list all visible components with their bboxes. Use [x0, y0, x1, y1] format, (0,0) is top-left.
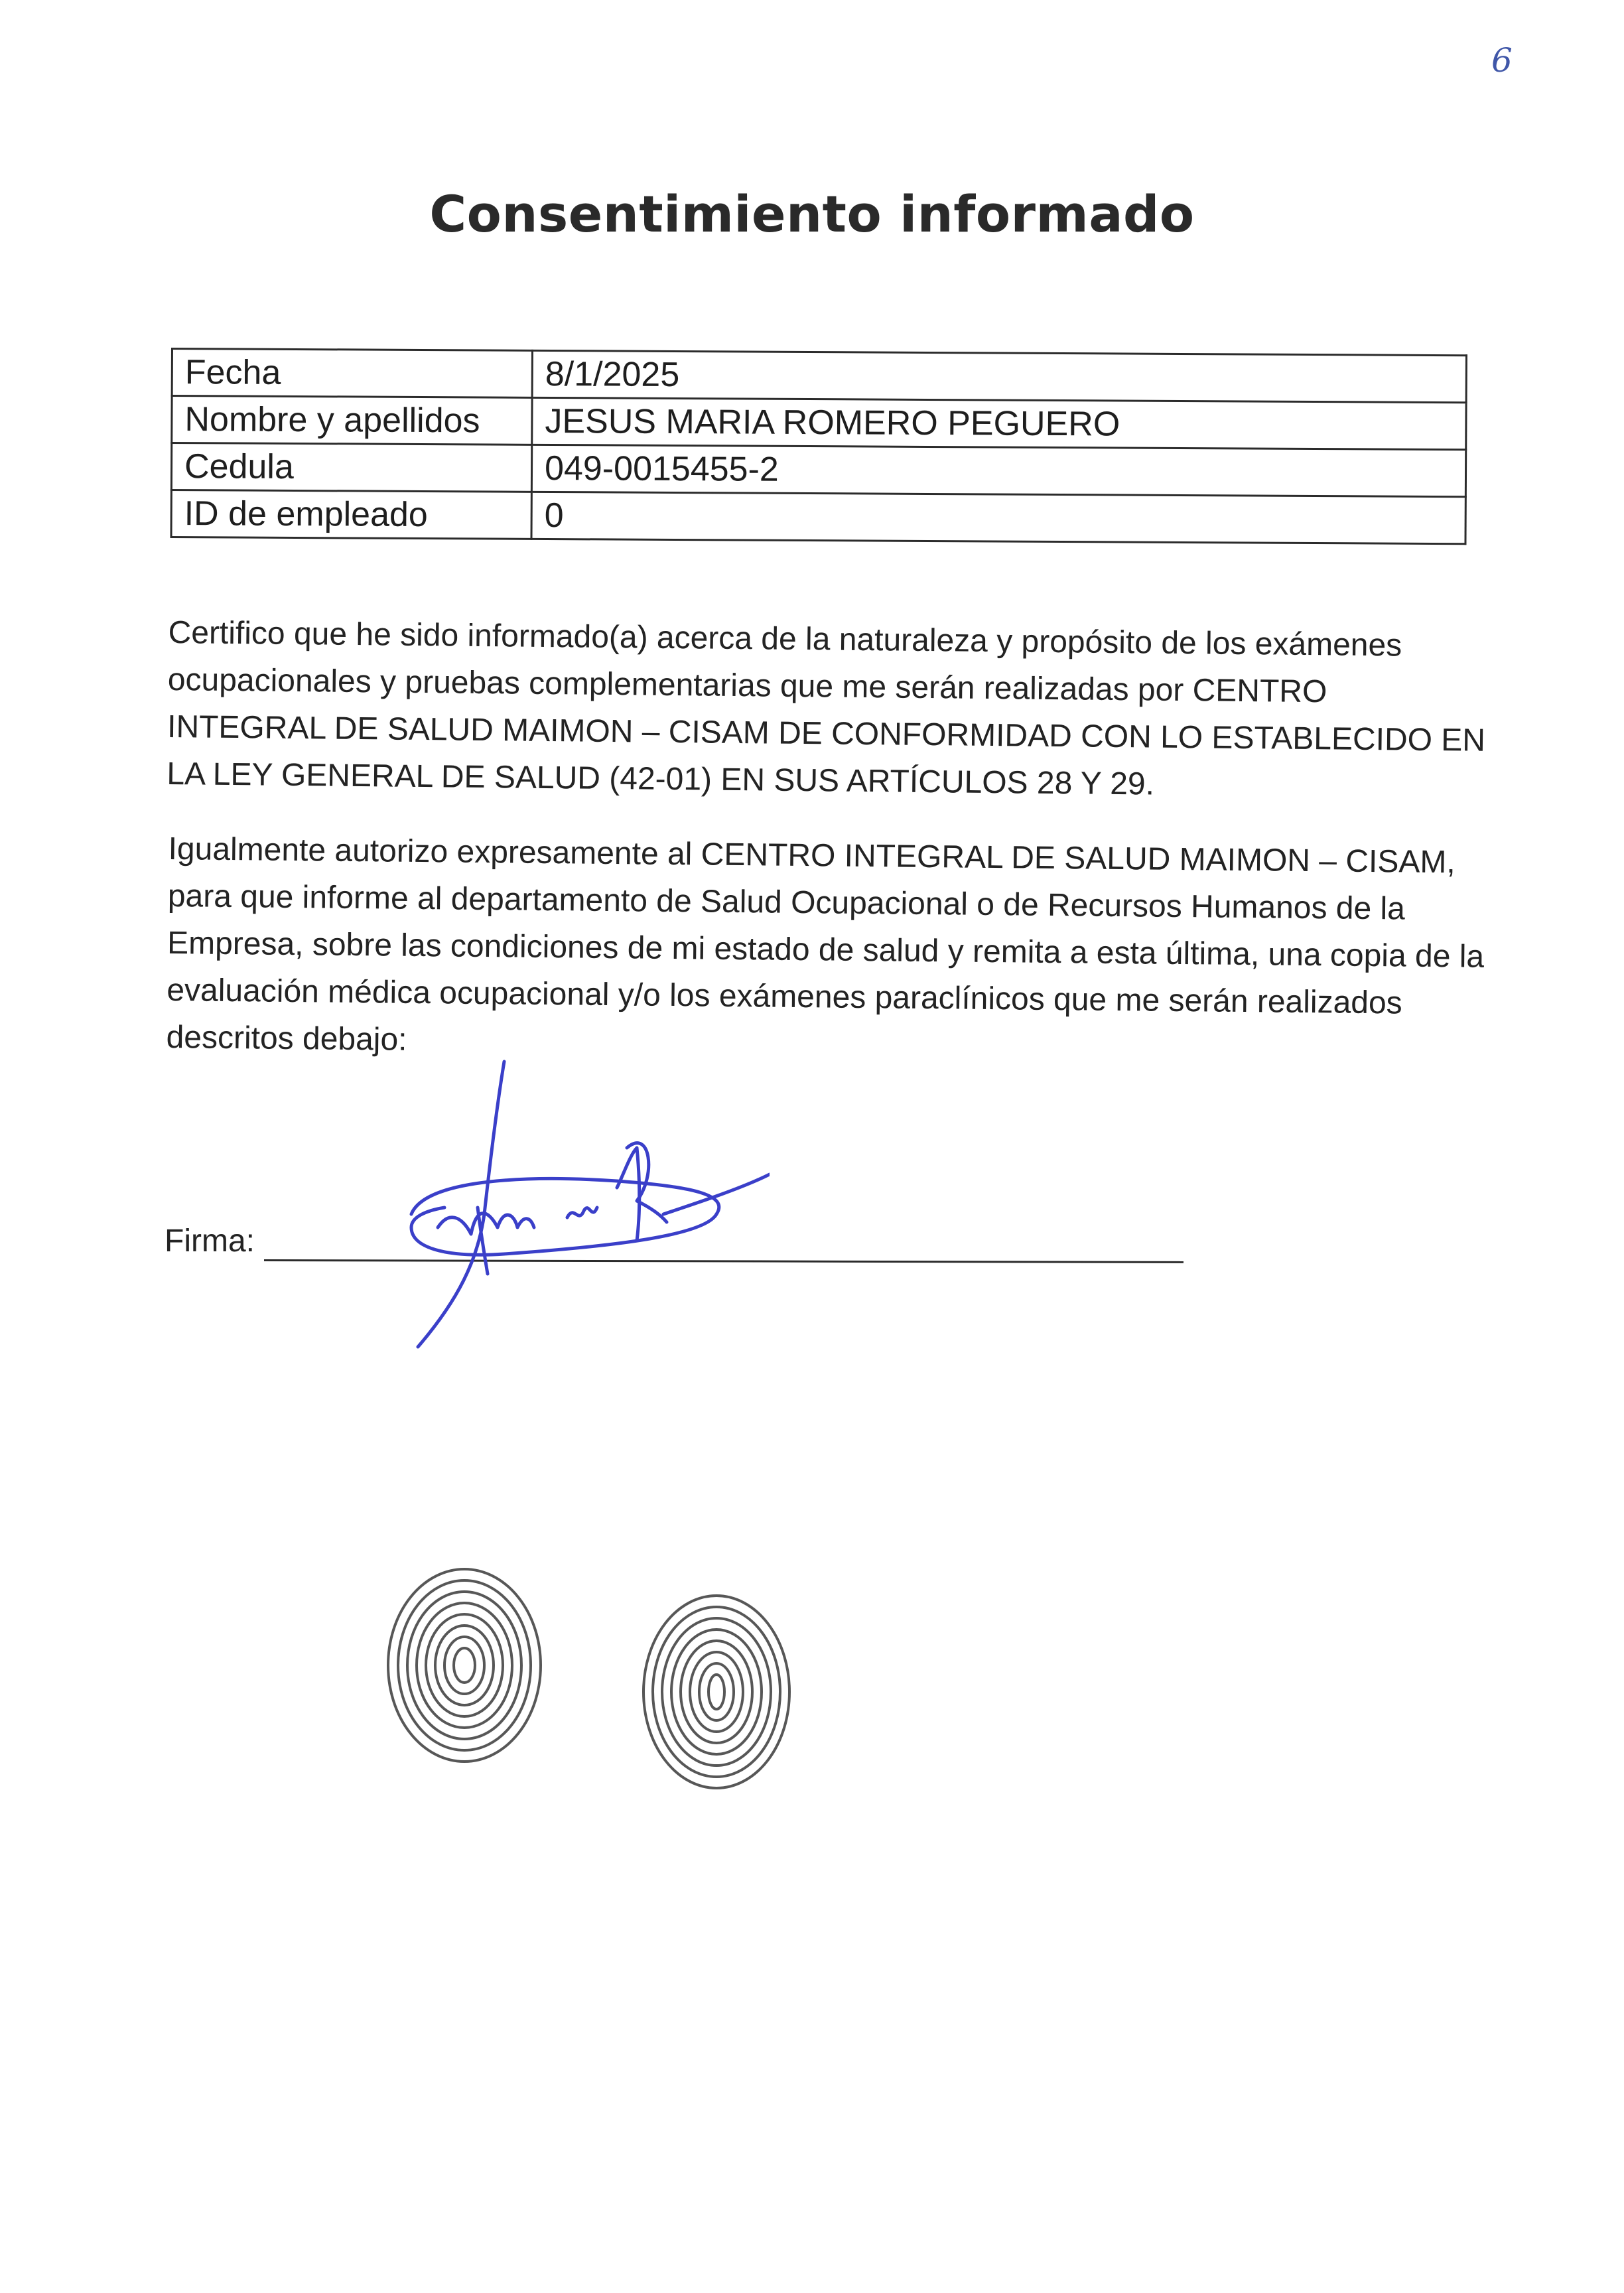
- field-value: 0: [531, 492, 1465, 543]
- fingerprint-left-icon: [372, 1559, 557, 1772]
- table-row: [171, 443, 1465, 497]
- handwritten-signature: [398, 1048, 770, 1354]
- authorization-paragraph: Igualmente autorizo expresamente al CENTRO INTEGRAL DE SALUD MAIMON – CISAM, para que informe al departamento de Salud Ocupacional o de Recursos Humanos de la Empresa, sobre las condiciones de mi estado de salud y remita a esta última, una copia de la evaluación médica ocupacional y/o los exámenes paraclínicos que me serán realizados descritos debajo:: [166, 831, 1485, 1058]
- field-label: ID de empleado: [171, 490, 531, 539]
- page-number-handwritten: 6: [1491, 41, 1513, 80]
- fingerprint-right-icon: [624, 1586, 809, 1798]
- field-label: Fecha: [172, 349, 532, 398]
- field-label: Cedula: [171, 443, 531, 492]
- field-value: 8/1/2025: [532, 350, 1466, 402]
- document-title: Consentimiento informado: [429, 184, 1195, 243]
- field-value: 049-0015455-2: [531, 445, 1465, 496]
- table-row: [172, 396, 1466, 450]
- info-table: [170, 348, 1467, 545]
- table-row: [172, 349, 1466, 403]
- field-label: Nombre y apellidos: [172, 396, 532, 445]
- signature-label: Firma:: [165, 1223, 255, 1259]
- consent-paragraph: Certifico que he sido informado(a) acerca de la naturaleza y propósito de los exámenes ocupacionales y pruebas complementarias que me serán realizadas por CENTRO INTEGRAL DE SALUD MAIMON – CISAM DE CONFORMIDAD CON LO ESTABLECIDO EN LA LEY GENERAL DE SALUD (42-01) EN SUS ARTÍCULOS 28 Y 29.: [167, 614, 1486, 802]
- table-row: [171, 490, 1465, 544]
- field-value: JESUS MARIA ROMERO PEGUERO: [532, 397, 1466, 449]
